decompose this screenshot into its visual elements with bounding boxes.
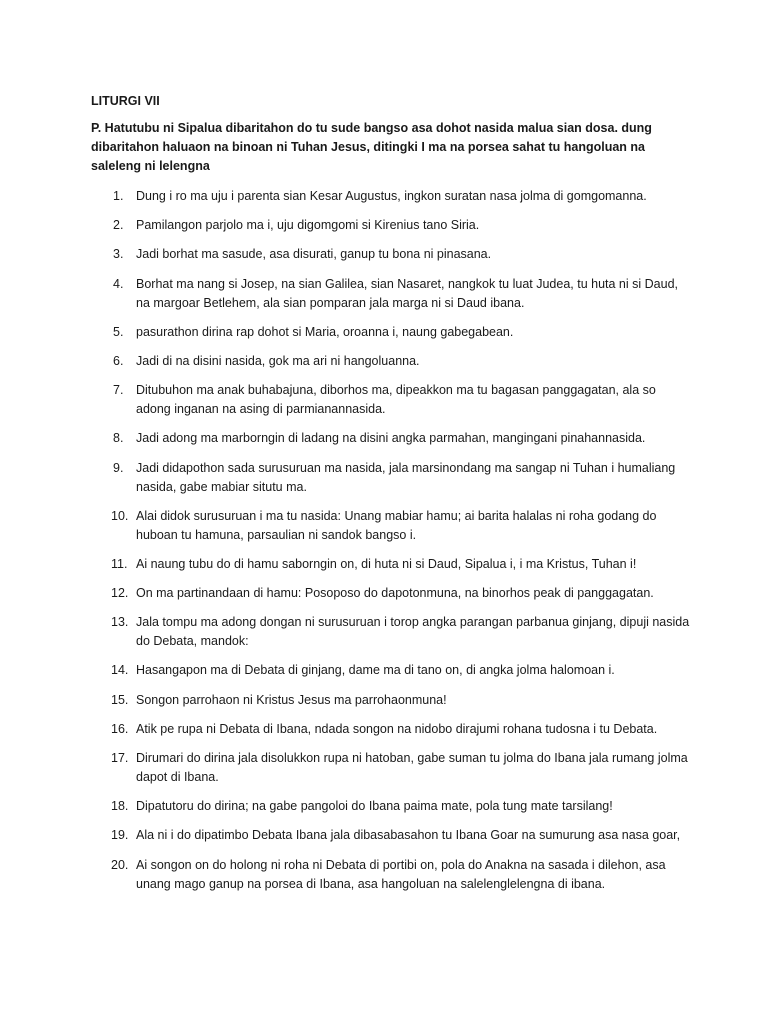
list-item [91, 856, 691, 894]
list-item-text: Pamilangon parjolo ma i, uju digomgomi si Kirenius tano Siria. [136, 218, 480, 233]
list-item-number: 11. [111, 556, 128, 571]
list-item-number: 17. [111, 751, 129, 765]
list-item-text: Ai naung tubu do di hamu saborngin on, di huta ni si Daud, Sipalua i, i ma Kristus, Tuhan i! [136, 556, 637, 571]
list-item-text: Ala ni i do dipatimbo Debata Ibana jala dibasabasahon tu Ibana Goar na sumurung asa nasa goar, [136, 828, 681, 843]
list-item-text: Jadi didapothon sada surusuruan ma nasida, jala marsinondang ma sangap ni Tuhan i humaliang nasida, gabe mabiar situtu ma. [136, 460, 676, 494]
list-item-text: Alai didok surusuruan i ma tu nasida: Unang mabiar hamu; ai barita halalas ni roha godang do huboan tu hamuna, parsaulian ni sandok bangso i. [136, 508, 657, 542]
list-item-number: 18. [111, 799, 129, 814]
list-item [91, 555, 691, 574]
list-item-number: 6. [113, 353, 124, 368]
list-item [91, 749, 691, 787]
list-item-number: 8. [113, 431, 124, 446]
list-item [91, 187, 691, 206]
list-item-text: Hasangapon ma di Debata di ginjang, dame ma di tano on, di angka jolma halomoan i. [136, 663, 615, 678]
list-item-text: Dirumari do dirina jala disolukkon rupa ni hatoban, gabe suman tu jolma do Ibana jala rumang jolma dapot di Ibana. [136, 751, 688, 784]
list-item-text: Songon parrohaon ni Kristus Jesus ma parrohaonmuna! [136, 692, 447, 707]
list-item-text: Atik pe rupa ni Debata di Ibana, ndada songon na nidobo dirajumi rohana tudosna i tu Debata. [136, 721, 658, 736]
list-item-number: 12. [111, 586, 129, 601]
list-item [91, 245, 691, 264]
numbered-list [91, 187, 691, 894]
list-item [91, 352, 691, 371]
document-page [91, 92, 691, 904]
list-item-number: 15. [111, 692, 129, 707]
list-item [91, 381, 691, 419]
list-item [91, 459, 691, 497]
list-item [91, 691, 691, 710]
list-item-number: 2. [113, 218, 124, 233]
list-item-text: Jadi borhat ma sasude, asa disurati, ganup tu bona ni pinasana. [136, 247, 492, 262]
list-item-number: 9. [113, 460, 124, 475]
list-item-text: Ai songon on do holong ni roha ni Debata di portibi on, pola do Anakna na sasada i dilehon, asa unang mago ganup na porsea di Ibana, asa hangoluan na salelenglelengna di ibana. [136, 857, 666, 891]
list-item [91, 507, 691, 545]
list-item-number: 20. [111, 857, 129, 872]
list-item-text: Ditubuhon ma anak buhabajuna, diborhos ma, dipeakkon ma tu bagasan panggagatan, ala so adong inganan na asing di parmianannasida. [136, 383, 656, 417]
list-item [91, 797, 691, 816]
list-item-text: Jadi di na disini nasida, gok ma ari ni hangoluanna. [136, 353, 420, 368]
list-item [91, 584, 691, 603]
list-item-text: On ma partinandaan di hamu: Posoposo do dapotonmuna, na binorhos peak di panggagatan. [136, 586, 654, 601]
list-item-text: pasurathon dirina rap dohot si Maria, oroanna i, naung gabegabean. [136, 324, 514, 339]
list-item [91, 429, 691, 448]
list-item-text: Borhat ma nang si Josep, na sian Galilea, sian Nasaret, nangkok tu luat Judea, tu huta ni si Daud, na margoar Betlehem, ala sian pomparan jala marga ni si Daud ibana. [136, 276, 678, 310]
list-item-text: Dipatutoru do dirina; na gabe pangoloi do Ibana paima mate, pola tung mate tarsilang! [136, 799, 613, 814]
list-item [91, 720, 691, 739]
list-item-text: Jala tompu ma adong dongan ni surusuruan i torop angka parangan parbanua ginjang, dipuji nasida do Debata, mandok: [136, 615, 690, 649]
list-item-number: 7. [113, 383, 124, 398]
intro-paragraph: P. Hatutubu ni Sipalua dibaritahon do tu sude bangso asa dohot nasida malua sian dosa. dung dibaritahon haluaon na binoan ni Tuhan Jesus, ditingki I ma na porsea sahat tu hangoluan na saleleng ni lelengna [91, 121, 652, 173]
list-item-number: 4. [113, 276, 124, 291]
list-item-number: 14. [111, 663, 129, 678]
list-item-number: 16. [111, 721, 129, 736]
list-item-text: Jadi adong ma marborngin di ladang na disini angka parmahan, mangingani pinahannasida. [136, 431, 646, 446]
list-item-number: 5. [113, 324, 124, 339]
list-item [91, 661, 691, 680]
list-item-number: 19. [111, 828, 129, 843]
list-item-number: 13. [111, 615, 129, 630]
list-item [91, 826, 691, 845]
list-item-number: 1. [113, 189, 124, 203]
list-item [91, 216, 691, 235]
document-title: LITURGI VII [91, 94, 160, 108]
list-item-text: Dung i ro ma uju i parenta sian Kesar Augustus, ingkon suratan nasa jolma di gomgomanna. [136, 189, 647, 203]
list-item-number: 10. [111, 508, 129, 523]
list-item [91, 323, 691, 342]
list-item [91, 613, 691, 651]
list-item-number: 3. [113, 247, 124, 262]
list-item [91, 275, 691, 313]
